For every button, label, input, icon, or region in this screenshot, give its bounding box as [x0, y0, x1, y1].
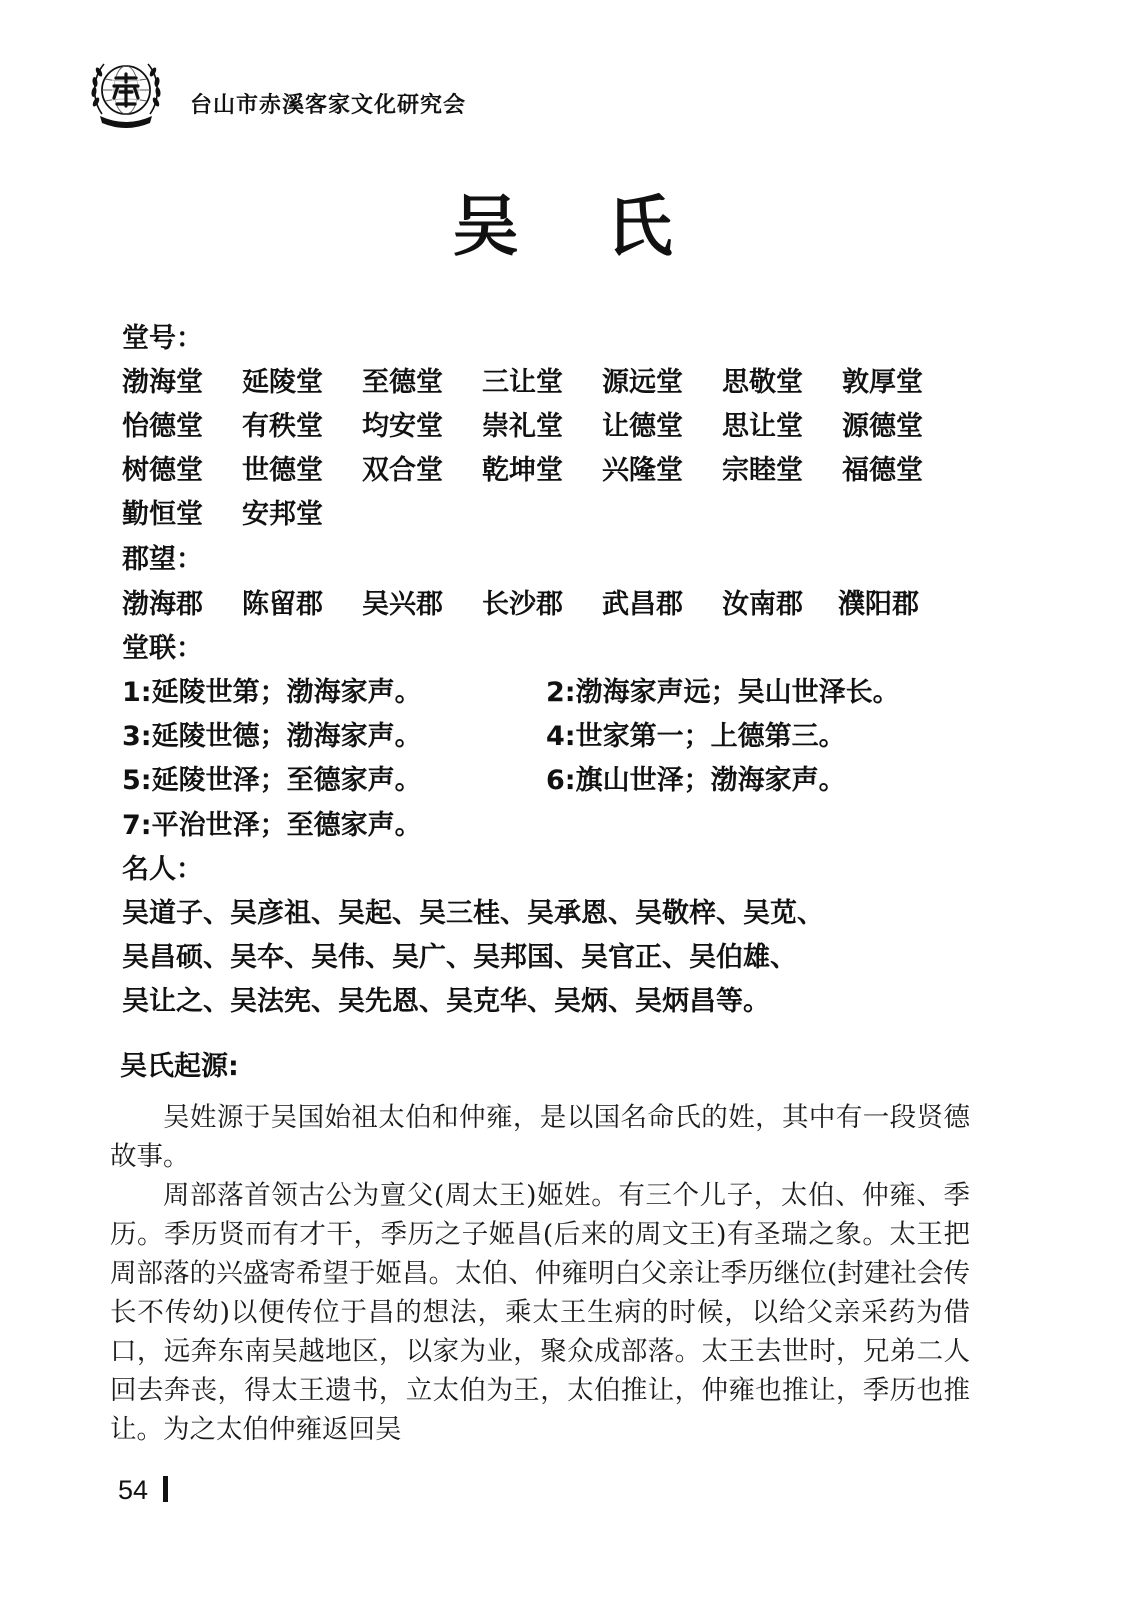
commanderies-label: 郡望：	[122, 544, 203, 575]
origin-heading: 吴氏起源:	[120, 1051, 239, 1082]
commandery: 吴兴郡	[362, 589, 443, 620]
couplets-label: 堂联：	[122, 633, 203, 664]
famous-people-label: 名人：	[122, 854, 203, 885]
hall-name: 有秩堂	[242, 411, 323, 442]
title-char: 氏	[606, 187, 673, 265]
commandery: 渤海郡	[122, 589, 203, 620]
commandery: 陈留郡	[242, 589, 323, 620]
page-number-bar	[163, 1476, 168, 1502]
commandery: 长沙郡	[482, 589, 563, 620]
title-char: 吴	[452, 187, 519, 265]
hall-name: 福德堂	[842, 455, 923, 486]
hall-name: 思敬堂	[722, 367, 803, 398]
commandery: 濮阳郡	[838, 589, 919, 620]
commandery: 汝南郡	[722, 589, 803, 620]
hall-name: 三让堂	[482, 367, 563, 398]
couplet: 7:平治世泽；至德家声。	[122, 810, 422, 841]
page-number: 54	[118, 1475, 149, 1505]
hall-name: 世德堂	[242, 455, 323, 486]
famous-people-line: 吴昌硕、吴夲、吴伟、吴广、吴邦国、吴官正、吴伯雄、	[122, 942, 797, 973]
couplet: 1:延陵世第；渤海家声。	[122, 677, 422, 708]
origin-paragraph: 吴姓源于吴国始祖太伯和仲雍，是以国名命氏的姓，其中有一段贤德故事。	[110, 1102, 970, 1172]
hall-name: 兴隆堂	[602, 455, 683, 486]
hall-name: 怡德堂	[122, 411, 203, 442]
couplet: 6:旗山世泽；渤海家声。	[546, 765, 846, 796]
hall-name: 崇礼堂	[482, 411, 563, 442]
association-logo	[86, 52, 166, 134]
hall-name: 敦厚堂	[842, 367, 923, 398]
hall-name: 勤恒堂	[122, 499, 203, 530]
couplet: 4:世家第一；上德第三。	[546, 721, 846, 752]
hall-name: 思让堂	[722, 411, 803, 442]
couplet: 3:延陵世德；渤海家声。	[122, 721, 422, 752]
couplet: 2:渤海家声远；吴山世泽长。	[546, 677, 900, 708]
hall-names-label: 堂号：	[122, 323, 203, 354]
famous-people-line: 吴道子、吴彦祖、吴起、吴三桂、吴承恩、吴敬梓、吴苋、	[122, 898, 824, 929]
hall-name: 树德堂	[122, 455, 203, 486]
hall-name: 乾坤堂	[482, 455, 563, 486]
page-title	[0, 186, 1125, 266]
couplet: 5:延陵世泽；至德家声。	[122, 765, 422, 796]
origin-body	[110, 1098, 970, 1449]
famous-people-line: 吴让之、吴法宪、吴先恩、吴克华、吴炳、吴炳昌等。	[122, 986, 770, 1017]
hall-name: 均安堂	[362, 411, 443, 442]
hall-name: 延陵堂	[242, 367, 323, 398]
hall-name: 双合堂	[362, 455, 443, 486]
organization-name: 台山市赤溪客家文化研究会	[190, 92, 467, 118]
hall-name: 渤海堂	[122, 367, 203, 398]
hall-name: 让德堂	[602, 411, 683, 442]
hall-name: 源德堂	[842, 411, 923, 442]
hall-name: 安邦堂	[242, 499, 323, 530]
origin-paragraph: 周部落首领古公为亶父(周太王)姬姓。有三个儿子，太伯、仲雍、季历。季历贤而有才干，季历之子姬昌(后来的周文王)有圣瑞之象。太王把周部落的兴盛寄希望于姬昌。太伯、仲雍明白父亲让季历继位(封建社会传长不传幼)以便传位于昌的想法，乘太王生病的时候，以给父亲采药为借口，远奔东南吴越地区，以家为业，聚众成部落。太王去世时，兄弟二人回去奔丧，得太王遗书，立太伯为王，太伯推让，仲雍也推让，季历也推让。为之太伯仲雍返回吴	[110, 1180, 970, 1445]
commandery: 武昌郡	[602, 589, 683, 620]
hall-name: 源远堂	[602, 367, 683, 398]
hall-name: 至德堂	[362, 367, 443, 398]
hall-name: 宗睦堂	[722, 455, 803, 486]
